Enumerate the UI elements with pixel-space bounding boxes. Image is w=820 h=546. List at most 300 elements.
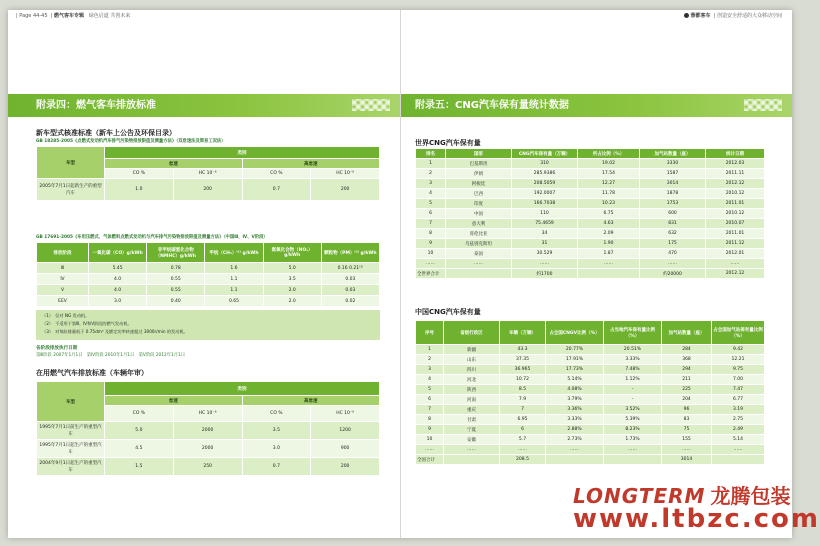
cell: 0.55: [147, 285, 205, 296]
table-row: [416, 219, 765, 229]
table-header: [416, 321, 765, 345]
cell: ……: [416, 445, 444, 455]
cell: 225: [662, 385, 712, 395]
row-label: 2004年9月1日起生产的重型汽车: [37, 458, 105, 476]
cell: 意大利: [446, 219, 512, 229]
cell: 632: [640, 229, 706, 239]
col-category: 类别: [105, 147, 380, 159]
cell: 155: [662, 435, 712, 445]
in-use-table: [36, 381, 380, 476]
th-stations: 加气站数量（座）: [640, 149, 706, 159]
cell: 4.08%: [546, 385, 604, 395]
cell: 1587: [640, 169, 706, 179]
table-row: [37, 179, 380, 201]
cell: 1.73%: [604, 435, 662, 445]
gb18285-standard: GB 18285-2005《点燃式发动机汽车排气污染物排放限值及测量方法》（双怠速法及简易工况法）: [36, 139, 226, 144]
cell: 9: [416, 239, 446, 249]
left-page: [8, 10, 400, 538]
cell: 2000: [173, 440, 242, 458]
cell: 哥伦比亚: [446, 229, 512, 239]
cell: 36.965: [500, 365, 546, 375]
table-row: [416, 209, 765, 219]
cell: 1.90: [578, 239, 640, 249]
cell: ……: [712, 445, 765, 455]
th-pm: 颗粒物（PM）⁽²⁾ g/kWh: [321, 243, 379, 263]
cell: 110: [512, 209, 578, 219]
th-vehicles: 车辆（万辆）: [500, 321, 546, 345]
cell: 四川: [444, 365, 500, 375]
cell: 3.19: [712, 405, 765, 415]
cell: 12.27: [578, 179, 640, 189]
table-row: [416, 199, 765, 209]
cell: ……: [512, 259, 578, 269]
cell: 1: [416, 345, 444, 355]
cell: 2.09: [578, 229, 640, 239]
appendix5-title: 附录五：CNG汽车保有量统计数据: [415, 100, 569, 111]
table-row: [416, 415, 765, 425]
sub-header: CO %: [242, 406, 311, 422]
col-car: 车型: [37, 382, 105, 422]
right-page: [400, 10, 820, 538]
cell: 1.87: [578, 249, 640, 259]
cell: 4.0: [89, 285, 147, 296]
cell: 5: [416, 199, 446, 209]
cell: ……: [640, 259, 706, 269]
cell: ……: [444, 445, 500, 455]
cell: 20.51%: [604, 345, 662, 355]
cell: 印度: [446, 199, 512, 209]
cell: 6.75: [578, 209, 640, 219]
cell: 2.49: [712, 425, 765, 435]
cell: 6: [500, 425, 546, 435]
total-row: [416, 269, 765, 279]
cell: 900: [311, 440, 380, 458]
cell: 200: [173, 179, 242, 201]
cell: 1: [416, 159, 446, 169]
cell: 3.33%: [604, 355, 662, 365]
cell: 2000: [173, 422, 242, 440]
new-vehicle-title: 新车型式核准标准（新车上公告及环保目录）: [36, 129, 176, 137]
cell: 2011.01: [706, 199, 765, 209]
th-date: 统计日期: [706, 149, 765, 159]
cell: 0.7: [242, 458, 311, 476]
cell: 5.45: [89, 263, 147, 274]
cell: 43.3: [500, 345, 546, 355]
th-co: 一氧化碳（CO）g/kWh: [89, 243, 147, 263]
cell: 0.40: [147, 296, 205, 307]
cell: 3.33%: [546, 415, 604, 425]
cell: 1200: [311, 422, 380, 440]
total-row: [416, 455, 765, 465]
cell: [712, 455, 765, 465]
table-row: [416, 405, 765, 415]
checker-pattern: [352, 99, 390, 111]
cell: 9.42: [712, 345, 765, 355]
th-rank: 排名: [416, 149, 446, 159]
sub-header: HC 10⁻⁶: [173, 169, 242, 179]
cell: 2.0: [263, 296, 321, 307]
cell: 5.0: [105, 422, 174, 440]
cell: 10.23: [578, 199, 640, 209]
cell: 294: [662, 365, 712, 375]
cell: 2011.12: [706, 239, 765, 249]
cell: 5.14: [712, 435, 765, 445]
cell: ……: [578, 259, 640, 269]
cell: 1.1: [205, 285, 263, 296]
in-use-title: 在用燃气汽车排放标准（车辆年审）: [36, 369, 148, 377]
th-share: 所占比例（%）: [578, 149, 640, 159]
table-row: [37, 440, 380, 458]
table-row: [416, 259, 765, 269]
cell: 全世界合计: [416, 269, 446, 279]
cell: 75: [662, 425, 712, 435]
table-row: [37, 296, 380, 307]
cell: 10: [416, 435, 444, 445]
cell: 7.00: [712, 375, 765, 385]
cell: ……: [546, 445, 604, 455]
logo-url: www.ltbzc.com: [573, 504, 820, 534]
cell: 0.55: [147, 274, 205, 285]
cell: 600: [640, 209, 706, 219]
cell: 96: [662, 405, 712, 415]
cell: 约20000: [640, 269, 706, 279]
cell: 中国: [446, 209, 512, 219]
cell: 30.529: [512, 249, 578, 259]
cell: 2011.11: [706, 169, 765, 179]
cell: 4: [416, 189, 446, 199]
cell: 166.7038: [512, 199, 578, 209]
cell: 2012.12: [706, 179, 765, 189]
cell: 8: [416, 415, 444, 425]
cell: ……: [604, 445, 662, 455]
cell: 3.0: [89, 296, 147, 307]
cell: 5: [416, 385, 444, 395]
cell: 约1700: [512, 269, 578, 279]
appendix4-banner: [8, 94, 400, 117]
cell: 0.7: [242, 179, 311, 201]
footnote: （3） 对每缸排量低于 0.75dm³ 及额定功率转速超过 3000r/min 的发动机。: [42, 329, 188, 334]
page-number: | Page 44-45: [16, 13, 48, 19]
table-row: [416, 239, 765, 249]
cell: 2012.03: [706, 159, 765, 169]
cell: [444, 455, 500, 465]
cell: 3: [416, 179, 446, 189]
table-row: [416, 355, 765, 365]
cell: 巴西: [446, 189, 512, 199]
cell: Ⅲ: [37, 263, 89, 274]
cell: 11.78: [578, 189, 640, 199]
cell: 7.9: [500, 395, 546, 405]
cell: 4: [416, 375, 444, 385]
cell: ……: [706, 259, 765, 269]
gb17691-standard: GB 17691-2005《车用压燃式、气体燃料点燃式发动机与汽车排气污染物排放限值及测量方法》（中国Ⅲ、Ⅳ、Ⅴ阶段）: [36, 235, 268, 240]
table-row: [37, 263, 380, 274]
col-car: 车型: [37, 147, 105, 179]
cell: 重庆: [444, 405, 500, 415]
cell: 9.75: [712, 365, 765, 375]
cell: 208.5: [500, 455, 546, 465]
cell: 新疆: [444, 345, 500, 355]
cell: 1878: [640, 189, 706, 199]
row-label: 2005年7月1日起新生产的重型汽车: [37, 179, 105, 201]
cell: 8.5: [500, 385, 546, 395]
cell: 37.35: [500, 355, 546, 365]
cell: 17.54: [578, 169, 640, 179]
cell: 470: [640, 249, 706, 259]
emission-stage-table: [36, 242, 380, 307]
cell: Ⅳ: [37, 274, 89, 285]
china-cng-title: 中国CNG汽车保有量: [415, 308, 481, 316]
cell: 2: [416, 355, 444, 365]
row-label: 1995年7月1日起生产的重型汽车: [37, 440, 105, 458]
table-row: [37, 274, 380, 285]
th-local-share: 占当地汽车保有量比例（%）: [604, 321, 662, 345]
cell: 伊朗: [446, 169, 512, 179]
cell: [546, 455, 604, 465]
cell: 2010.12: [706, 209, 765, 219]
cell: ……: [662, 445, 712, 455]
cell: EEV: [37, 296, 89, 307]
cell: 3: [416, 365, 444, 375]
table-row: [416, 385, 765, 395]
table-row: [37, 422, 380, 440]
cell: 310: [512, 159, 578, 169]
th-stage: 排放阶段: [37, 243, 89, 263]
cell: 7: [416, 219, 446, 229]
cell: 17.73%: [546, 365, 604, 375]
table-row: [416, 345, 765, 355]
cell: 2.0: [263, 285, 321, 296]
cell: 7: [416, 405, 444, 415]
world-cng-title: 世界CNG汽车保有量: [415, 139, 481, 147]
cell: 200: [311, 458, 380, 476]
cell: 1.12%: [604, 375, 662, 385]
cell: 2.73%: [546, 435, 604, 445]
cell: 0.03: [321, 274, 379, 285]
table-row: [416, 169, 765, 179]
cell: 8: [416, 229, 446, 239]
cell: 211: [662, 375, 712, 385]
logo-name: LONGTERM: [573, 484, 706, 508]
table-row: [416, 425, 765, 435]
cell: 全国合计: [416, 455, 444, 465]
cell: 831: [640, 219, 706, 229]
cell: 2011.01: [706, 229, 765, 239]
col-idle: 怠速: [105, 396, 243, 406]
cell: 1.1: [205, 274, 263, 285]
right-header: 蓉都客车 | 创造安全舒适的大众移动空间: [401, 10, 792, 22]
cell: 12.21: [712, 355, 765, 365]
table-row: [416, 249, 765, 259]
cell: [446, 269, 512, 279]
left-header: | Page 44-45 | 燃气客车专辑 绿色启道 共创未来: [16, 13, 131, 19]
cell: 19.02: [578, 159, 640, 169]
cell: 5.39%: [604, 415, 662, 425]
col-idle: 怠速: [105, 159, 243, 169]
sub-header: HC 10⁻⁶: [311, 169, 380, 179]
cell: 3.79%: [546, 395, 604, 405]
cell: 6.95: [500, 415, 546, 425]
cell: 204: [662, 395, 712, 405]
cell: 河北: [444, 375, 500, 385]
cell: 5.7: [500, 435, 546, 445]
cell: -: [604, 395, 662, 405]
cell: 河南: [444, 395, 500, 405]
table-row: [416, 179, 765, 189]
cell: 200: [311, 179, 380, 201]
cell: 2: [416, 169, 446, 179]
cell: [578, 269, 640, 279]
row-label: 1995年7月1日前生产的重型汽车: [37, 422, 105, 440]
cell: 2010.12: [706, 189, 765, 199]
cell: 5.0: [263, 263, 321, 274]
cell: 0.65: [205, 296, 263, 307]
brand-logo-icon: [684, 13, 689, 18]
footnote: （1） 仅对 NG 发动机。: [42, 313, 90, 318]
cell: 175: [640, 239, 706, 249]
th-vehicles: CNG汽车保有量（万辆）: [512, 149, 578, 159]
cell: 20.77%: [546, 345, 604, 355]
cell: 阿根廷: [446, 179, 512, 189]
cell: 7.48%: [604, 365, 662, 375]
cell: 83: [662, 415, 712, 425]
cell: 75.4659: [512, 219, 578, 229]
logo-cn: 龙腾包装: [710, 484, 791, 508]
cell: 8.23%: [604, 425, 662, 435]
col-category: 类别: [105, 382, 380, 396]
cell: 7: [500, 405, 546, 415]
cell: 3014: [662, 455, 712, 465]
checker-pattern: [744, 99, 782, 111]
cell: 31: [512, 239, 578, 249]
cell: 4.5: [105, 440, 174, 458]
cell: -: [604, 385, 662, 395]
dates-text: 第Ⅲ阶段 2007年1月1日 第Ⅳ阶段 2010年1月1日 第Ⅴ阶段 2012年1月1日: [36, 353, 186, 358]
table-row: [416, 435, 765, 445]
sub-header: CO %: [105, 169, 174, 179]
cell: 3.5: [263, 274, 321, 285]
th-nmhc: 非甲烷碳氢化合物（NMHC）g/kWh: [147, 243, 205, 263]
cell: 10.72: [500, 375, 546, 385]
table-row: [416, 445, 765, 455]
cell: 山东: [444, 355, 500, 365]
cell: 6.77: [712, 395, 765, 405]
cell: 10: [416, 249, 446, 259]
china-cng-table: [415, 320, 765, 465]
cell: 250: [173, 458, 242, 476]
cell: 4.0: [89, 274, 147, 285]
cell: 0.16 0.21⁽³⁾: [321, 263, 379, 274]
th-ch4: 甲烷（CH₄）⁽¹⁾ g/kWh: [205, 243, 263, 263]
cell: 2.88%: [546, 425, 604, 435]
table-row: [416, 189, 765, 199]
cell: 甘肃: [444, 415, 500, 425]
cell: 2012.01: [706, 249, 765, 259]
cell: 284: [662, 345, 712, 355]
cell: 2.75: [712, 415, 765, 425]
cell: 9: [416, 425, 444, 435]
cell: 1.5: [105, 458, 174, 476]
section-name: 燃气客车专辑: [53, 13, 84, 19]
table-row: [416, 159, 765, 169]
footnote: （2） 不适用于第Ⅲ、Ⅳ和Ⅴ阶段的燃气发动机。: [42, 321, 132, 326]
brand-slogan: 创造安全舒适的大众移动空间: [716, 13, 782, 19]
cell: 安徽: [444, 435, 500, 445]
table-row: [416, 395, 765, 405]
cell: [604, 455, 662, 465]
header-slogan: 绿色启道 共创未来: [88, 13, 131, 19]
table-row: [416, 365, 765, 375]
cell: 3.0: [242, 440, 311, 458]
cell: 巴基斯坦: [446, 159, 512, 169]
cell: 285.9386: [512, 169, 578, 179]
table-row: [416, 375, 765, 385]
cell: 0.02: [321, 296, 379, 307]
new-vehicle-table: [36, 146, 380, 201]
appendix5-banner: [401, 94, 792, 117]
cell: 宁夏: [444, 425, 500, 435]
cell: 208.5059: [512, 179, 578, 189]
cell: ……: [416, 259, 446, 269]
cell: 6: [416, 395, 444, 405]
cell: ……: [500, 445, 546, 455]
cell: Ⅴ: [37, 285, 89, 296]
cell: 368: [662, 355, 712, 365]
cell: 6: [416, 209, 446, 219]
sub-header: HC 10⁻⁶: [311, 406, 380, 422]
cell: 192.0007: [512, 189, 578, 199]
dates-title: 各阶段排放执行日期: [36, 346, 78, 351]
cell: 3.5: [242, 422, 311, 440]
brand-name: 蓉都客车: [690, 13, 711, 19]
cell: 1.0: [105, 179, 174, 201]
cell: 17.91%: [546, 355, 604, 365]
th-no: 序号: [416, 321, 444, 345]
cell: 7.47: [712, 385, 765, 395]
cell: 0.03: [321, 285, 379, 296]
table-row: [37, 285, 380, 296]
th-stations: 加气站数量（座）: [662, 321, 712, 345]
cell: 3.36%: [546, 405, 604, 415]
cell: ……: [446, 259, 512, 269]
col-high-idle: 高怠速: [242, 396, 380, 406]
cell: 3014: [640, 179, 706, 189]
cell: 5.14%: [546, 375, 604, 385]
sub-header: CO %: [105, 406, 174, 422]
sub-header: CO %: [242, 169, 311, 179]
cell: 1753: [640, 199, 706, 209]
table-row: [37, 458, 380, 476]
cell: 4.63: [578, 219, 640, 229]
th-country: 国家: [446, 149, 512, 159]
brochure-spread: [8, 10, 820, 538]
world-cng-table: [415, 148, 765, 279]
cell: 3.52%: [604, 405, 662, 415]
th-national-share: 占全国CNGV比例（%）: [546, 321, 604, 345]
th-nox: 氮氧化合物（NOₓ）g/kWh: [263, 243, 321, 263]
col-high-idle: 高怠速: [242, 159, 380, 169]
table-row: [416, 229, 765, 239]
cell: 1.6: [205, 263, 263, 274]
cell: 2012.12: [706, 269, 765, 279]
cell: 乌兹别克斯坦: [446, 239, 512, 249]
th-station-share: 占全国加气站保有量比例（%）: [712, 321, 765, 345]
cell: 34: [512, 229, 578, 239]
cell: 3330: [640, 159, 706, 169]
cell: 0.78: [147, 263, 205, 274]
cell: 2010.07: [706, 219, 765, 229]
cell: 陕西: [444, 385, 500, 395]
